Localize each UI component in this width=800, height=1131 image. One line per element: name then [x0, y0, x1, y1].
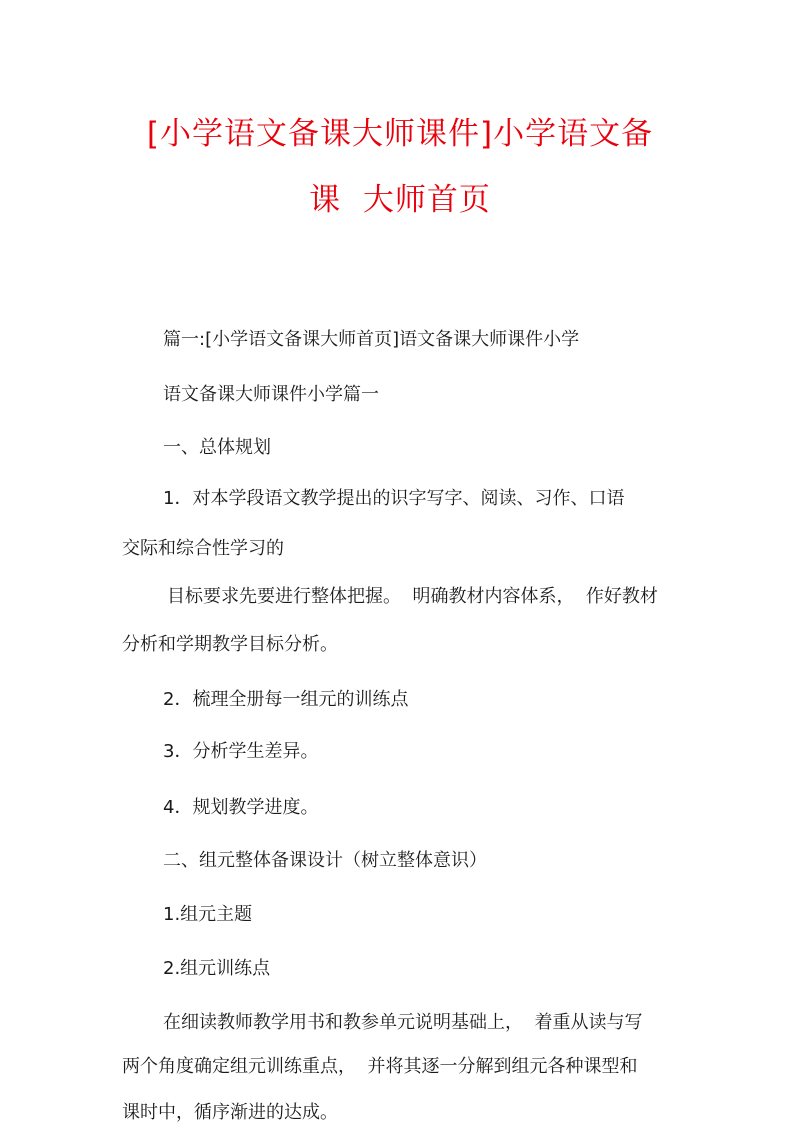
- body-line-14: 在细读教师教学用书和教参单元说明基础上， 着重从读与写: [163, 1012, 643, 1033]
- body-line-8: 2．梳理全册每一组元的训练点: [163, 689, 409, 710]
- document-title-line-1: [小学语文备课大师课件]小学语文备: [146, 116, 654, 152]
- body-line-4: 1．对本学段语文教学提出的识字写字、阅读、习作、口语: [163, 488, 625, 509]
- body-line-7: 分析和学期教学目标分析。: [122, 634, 338, 655]
- section-heading-1: 一、总体规划: [163, 437, 271, 458]
- body-line-1: 篇一:[小学语文备课大师首页]语文备课大师课件小学: [163, 329, 580, 350]
- body-line-10: 4．规划教学进度。: [163, 797, 319, 818]
- body-line-5: 交际和综合性学习的: [122, 538, 284, 559]
- body-line-2: 语文备课大师课件小学篇一: [163, 384, 379, 405]
- body-line-15: 两个角度确定组元训练重点， 并将其逐一分解到组元各种课型和: [122, 1056, 638, 1077]
- body-line-9: 3．分析学生差异。: [163, 741, 319, 762]
- body-line-12: 1.组元主题: [163, 904, 253, 925]
- body-line-13: 2.组元训练点: [163, 958, 271, 979]
- section-heading-2: 二、组元整体备课设计（树立整体意识）: [163, 850, 487, 871]
- document-title-line-2: 课 大师首页: [309, 182, 491, 218]
- body-line-16: 课时中，循序渐进的达成。: [122, 1102, 338, 1123]
- body-line-6: 目标要求先要进行整体把握。 明确教材内容体系， 作好教材: [167, 586, 658, 607]
